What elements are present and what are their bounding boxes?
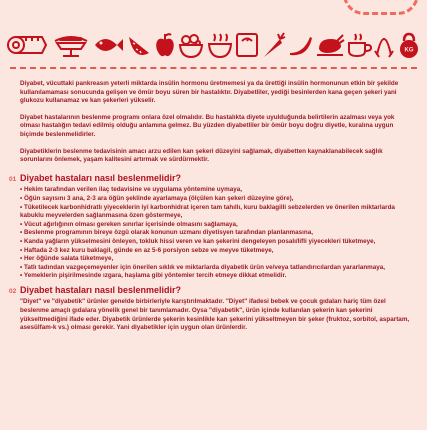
tape-measure-icon — [6, 30, 50, 60]
article-body — [9, 80, 414, 341]
melon-slice-icon — [126, 30, 152, 60]
list-item: • Vücut ağırlığının olması gereken sınırlar içerisinde olmasını sağlamaya, — [20, 221, 414, 230]
question-title: Diyabet hastaları nasıl beslenmelidir? — [20, 284, 182, 295]
jump-rope-icon — [372, 30, 396, 60]
dashed-divider — [10, 67, 417, 69]
soup-bowl-icon — [206, 30, 234, 60]
list-item: • Yemeklerin pişirilmesinde ızgara, haşlama gibi yöntemler tercih etmeye dikkat etmelidir. — [20, 272, 414, 281]
intro-paragraph: Diyabet, vücuttaki pankreasın yeterli miktarda insülin hormonu üretmemesi ya da ürettiği insülin hormonunun etkin bir şekilde kullanılamaması sonucunda gelişen ve ömür boyu süren bir hastalıktır. Diyabetliler, yediği besinlerden kana geçen şekeri yani glukozu kullanamaz ve kan şekerleri yükselir. — [20, 80, 399, 105]
question-heading — [9, 172, 414, 185]
tea-cup-icon — [346, 30, 372, 60]
bathroom-scale-icon — [235, 30, 259, 60]
intro-paragraph: Diyabet hastalarının beslenme programı onlara özel olmalıdır. Bu hastalıkta diyete uyulduğunda belirtilerin azalması veya yok olması hastalığın tedavi edilmiş olduğu anlamına gelmez. Bu yüzden diyabetliler bir ömür boyu doğru diyetle, kuralına uygun biçimde beslenmelidirler. — [20, 113, 395, 138]
question-number: 02 — [9, 287, 17, 295]
banana-icon — [286, 30, 314, 60]
roast-chicken-icon — [315, 30, 345, 60]
food-icon-row — [6, 30, 421, 60]
svg-text:KG: KG — [404, 47, 414, 54]
question-title: Diyabet hastaları nasıl beslenmelidir? — [20, 172, 182, 183]
decorative-dashed-arc — [343, 0, 419, 15]
list-item: • Öğün sayısını 3 ana, 2-3 ara öğün şeklinde ayarlamaya (ölçülen kan şekeri düzeyine göre), — [20, 195, 414, 204]
carrot-icon — [260, 30, 286, 60]
kettlebell-icon — [397, 30, 421, 60]
list-item: • Haftada 2-3 kez kuru baklagil, günde en az 5-6 porsiyon sebze ve meyve tüketmeye, — [20, 247, 414, 256]
fish-icon — [91, 30, 125, 60]
apple-icon — [153, 30, 177, 60]
answer-paragraph: "Diyet" ve "diyabetik" ürünler genelde birbirleriyle karıştırılmaktadır. "Diyet" ifadesi bebek ve çocuk gıdaları hariç tüm özel beslenme amaçlı gıdalara yönelik genel bir tanımlamadır. Oysa "diyabetik", ürün içinde kullanılan şekerin kan şekerini yükseltmediğini ifade eder. Diyabetik ürünlerde şekerin kesinlikle kan şekerini yükseltmeyen bir şeker (fruktoz, sorbitol, aspartam, asesülfam-k vs.) olması gerekir. Yani diyabetikler için uygun olan ürünlerdir. — [20, 298, 410, 332]
question-heading — [9, 284, 414, 297]
question-number: 01 — [9, 175, 17, 183]
list-item: • Tüketilecek karbonhidratlı yiyeceklerin iyi karbonhidrat içeren tam tahıllı, kuru baklagilli sebzelerden ve önerilen miktarlarda kabuklu meyvelerden sağlanmasına özen göstermeye, — [20, 204, 414, 221]
intro-paragraph: Diyabetiklerin beslenme tedavisinin amacı arzu edilen kan şekeri düzeyini sağlamak, diyabetten kaynaklanabilecek sağlık sorunlarını önlemek, yaşam kalitesini artırmak ve sürdürmektir. — [20, 147, 383, 164]
advice-list — [20, 186, 414, 281]
salad-bowl-icon — [177, 30, 205, 60]
list-item: • Beslenme programının bireye özgü olarak konunun uzmanı diyetisyen tarafından planlanmasına, — [20, 229, 414, 238]
list-item: • Hekim tarafından verilen ilaç tedavisine ve uygulama yöntemine uymaya, — [20, 186, 414, 195]
list-item: • Tatlı tadından vazgeçemeyenler için önerilen sıklık ve miktarlarda diyabetik ürün ve/veya tatlandırıcılardan yararlanmaya, — [20, 264, 414, 273]
list-item: • Her öğünde salata tüketmeye, — [20, 255, 414, 264]
list-item: • Kanda yağların yükselmesini önleyen, tokluk hissi veren ve kan şekerini dengeleyen posalı/lifli yiyecekleri tüketmeye, — [20, 238, 414, 247]
scale-icon — [51, 30, 91, 60]
